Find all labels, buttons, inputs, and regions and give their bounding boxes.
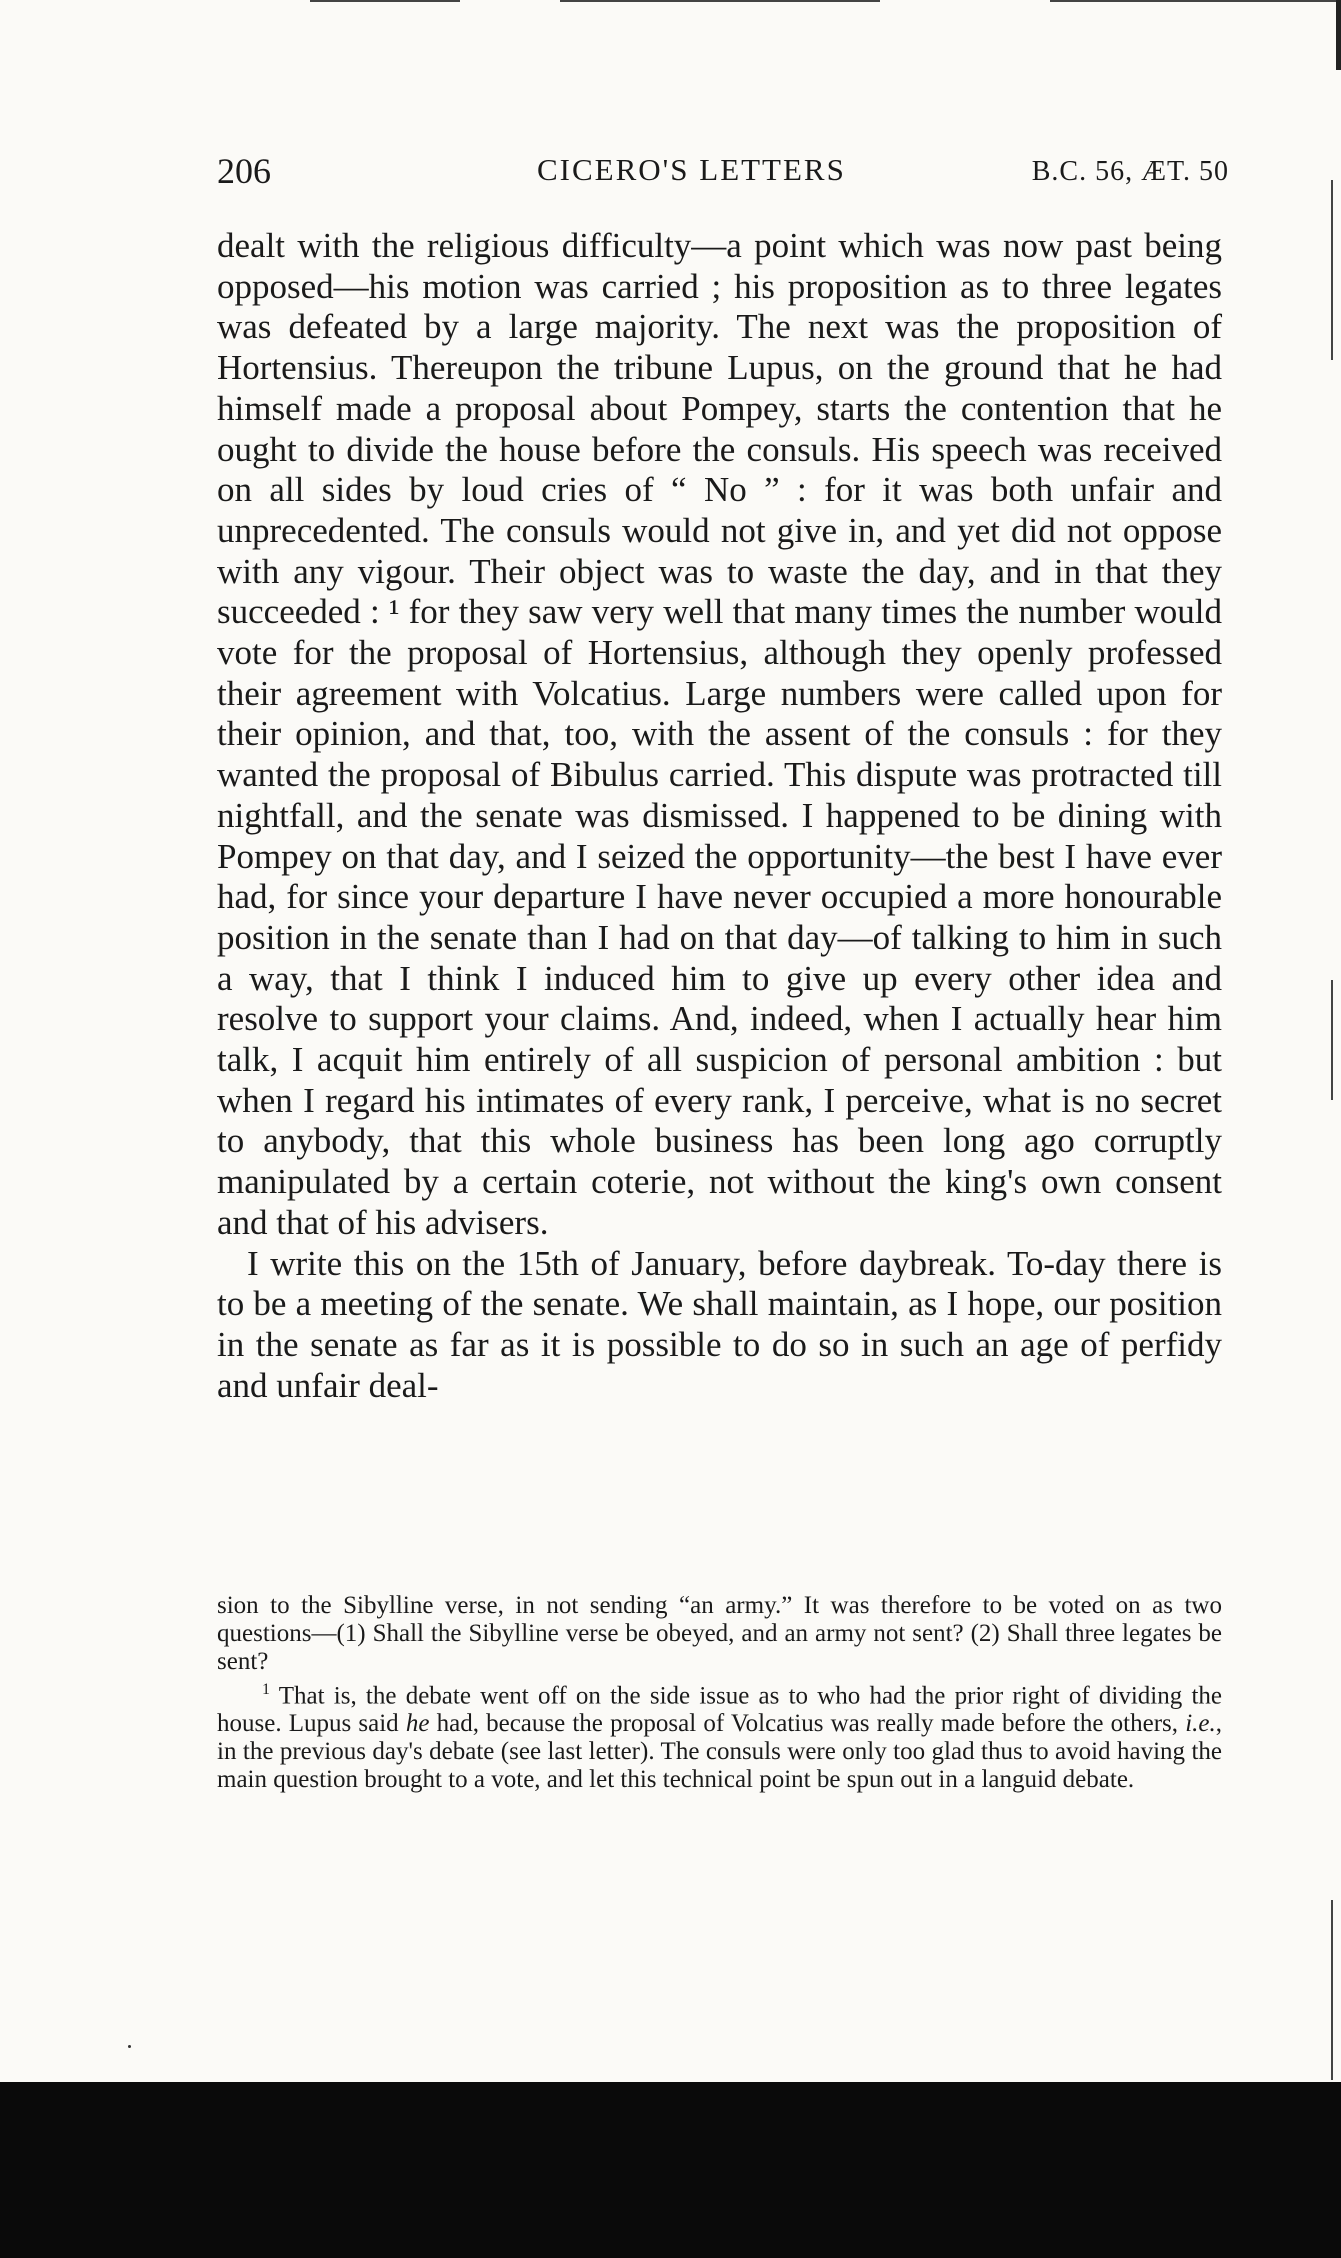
- footnote-emphasis: he: [405, 1710, 430, 1738]
- footnote-emphasis: i.e.: [1185, 1710, 1216, 1738]
- top-rule: [560, 0, 880, 2]
- top-rule: [1050, 0, 1341, 2]
- running-header: [217, 150, 1229, 198]
- footnote-continued: sion to the Sibylline verse, in not sending “an army.” It was therefore to be voted on as two questions—(1) Shall the Sibylline verse be obeyed, and an army not sent? (2) Shall three legates be sent?: [217, 1592, 1222, 1675]
- footnotes: [217, 1592, 1222, 1794]
- footnote-1: [217, 1676, 1222, 1794]
- edge-line: [1331, 1900, 1333, 2080]
- footnote-text: That is, the debate went off on the side issue as to who had the prior right of dividing the house. Lupus said: [217, 1682, 1222, 1738]
- edge-line: [1331, 980, 1333, 1100]
- paragraph: I write this on the 15th of January, before daybreak. To-day there is to be a meeting of the senate. We shall maintain, as I hope, our position in the senate as far as it is possible to do so in such an age of perfidy and unfair deal-: [217, 1243, 1222, 1405]
- footnote-marker: 1: [262, 1681, 270, 1698]
- date-reference: B.C. 56, ÆT. 50: [1031, 156, 1229, 187]
- scan-speck: [128, 2045, 131, 2048]
- top-rule: [310, 0, 460, 2]
- edge-line: [1331, 180, 1333, 360]
- footnote-text: , in the previous day's debate (see last letter). The consuls were only too glad thus to avoid having the main question brought to a vote, and let this technical point be spun out in a languid debate.: [217, 1710, 1222, 1794]
- corner-mark: [1325, 0, 1341, 70]
- body-text: [217, 226, 1222, 1406]
- page-number: 206: [217, 151, 271, 191]
- running-title: CICERO'S LETTERS: [537, 152, 846, 187]
- footnote-text: had, because the proposal of Volcatius was really made before the others,: [429, 1710, 1186, 1738]
- paragraph: dealt with the religious difficulty—a point which was now past being opposed—his motion was carried ; his proposition as to three legates was defeated by a large majority. The next was the proposition of Hortensius. Thereupon the tribune Lupus, on the ground that he had himself made a proposal about Pompey, starts the contention that he ought to divide the house before the consuls. His speech was received on all sides by loud cries of “ No ” : for it was both unfair and unprecedented. The consuls would not give in, and yet did not oppose with any vigour. Their object was to waste the day, and in that they succeeded : ¹ for they saw very well that many times the number would vote for the proposal of Hortensius, although they openly professed their agreement with Volcatius. Large numbers were called upon for their opinion, and that, too, with the assent of the consuls : for they wanted the proposal of Bibulus carried. This dispute was protracted till nightfall, and the senate was dismissed. I happened to be dining with Pompey on that day, and I seized the opportunity—the best I have ever had, for since your departure I have never occupied a more honourable position in the senate than I had on that day—of talking to him in such a way, that I think I induced him to give up every other idea and resolve to support your claims. And, indeed, when I actually hear him talk, I acquit him entirely of all suspicion of personal ambition : but when I regard his intimates of every rank, I perceive, what is no secret to anybody, that this whole business has been long ago corruptly manipulated by a certain coterie, not without the king's own consent and that of his advisers.: [217, 226, 1222, 1242]
- scan-bottom-band: [0, 2082, 1341, 2258]
